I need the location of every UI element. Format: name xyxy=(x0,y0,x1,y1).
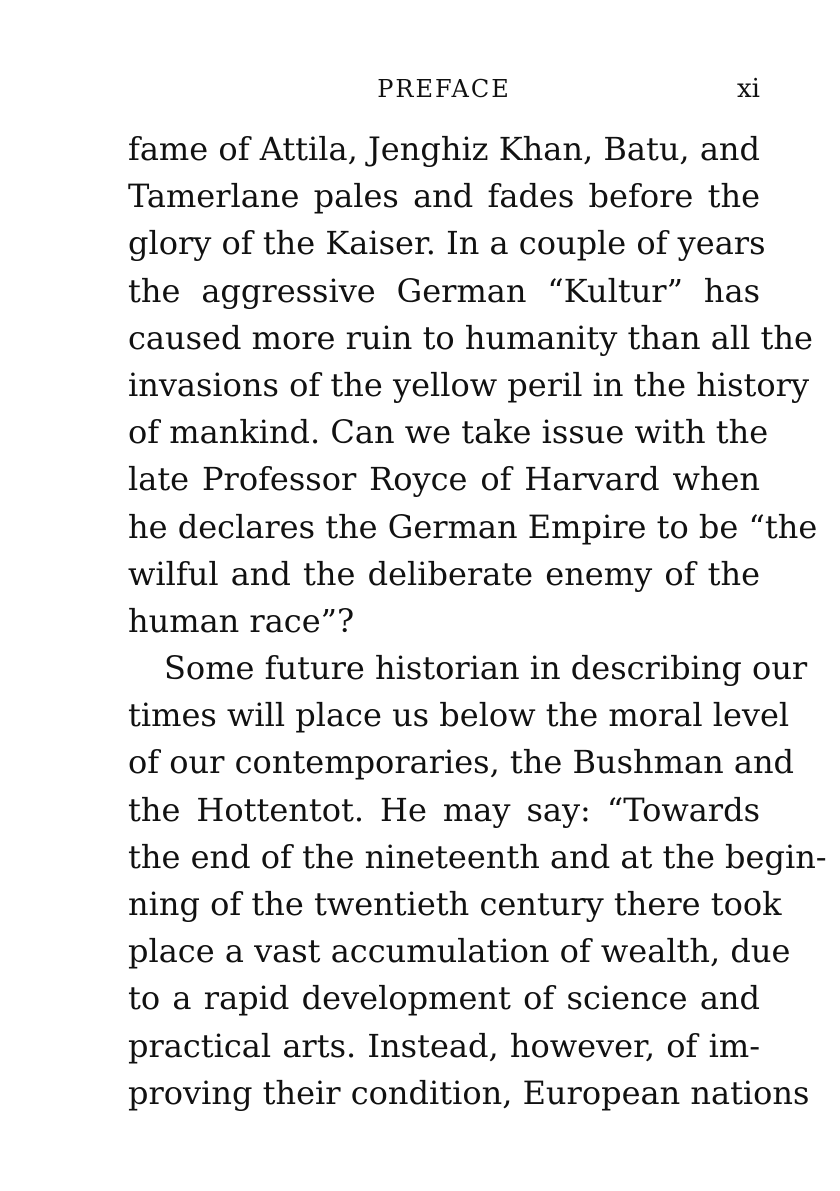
text-line: ning of the twentieth century there took xyxy=(128,885,782,923)
text-line: the aggressive German “Kultur” has xyxy=(128,271,760,310)
text-line: glory of the Kaiser. In a couple of years xyxy=(128,224,766,263)
page-number: xi xyxy=(737,74,760,104)
text-line: times will place us below the moral level xyxy=(128,696,790,735)
text-line: he declares the German Empire to be “the xyxy=(128,507,818,546)
text-line: the end of the nineteenth and at the begin- xyxy=(128,837,827,876)
text-line: wilful and the deliberate enemy of the xyxy=(128,554,760,593)
text-line: to a rapid development of science and xyxy=(128,979,760,1018)
text-line: fame of Attila, Jenghiz Khan, Batu, and xyxy=(128,130,760,168)
body-text xyxy=(128,126,827,1117)
paragraph-end-line: human race”? xyxy=(128,601,355,640)
running-title: PREFACE xyxy=(377,75,511,103)
running-header xyxy=(128,74,760,104)
text-line: place a vast accumulation of wealth, due xyxy=(128,932,791,971)
text-line: invasions of the yellow peril in the history xyxy=(128,365,810,404)
text-line: practical arts. Instead, however, of im- xyxy=(128,1026,760,1065)
text-line: late Professor Royce of Harvard when xyxy=(128,460,760,499)
text-line: of our contemporaries, the Bushman and xyxy=(128,743,795,782)
text-line: proving their condition, European nations xyxy=(128,1073,810,1112)
text-line: the Hottentot. He may say: “Towards xyxy=(128,790,760,829)
text-line: of mankind. Can we take issue with the xyxy=(128,413,769,452)
paragraph-start-line: Some future historian in describing our xyxy=(164,649,808,688)
text-line: caused more ruin to humanity than all the xyxy=(128,318,813,357)
text-line: Tamerlane pales and fades before the xyxy=(128,177,760,216)
